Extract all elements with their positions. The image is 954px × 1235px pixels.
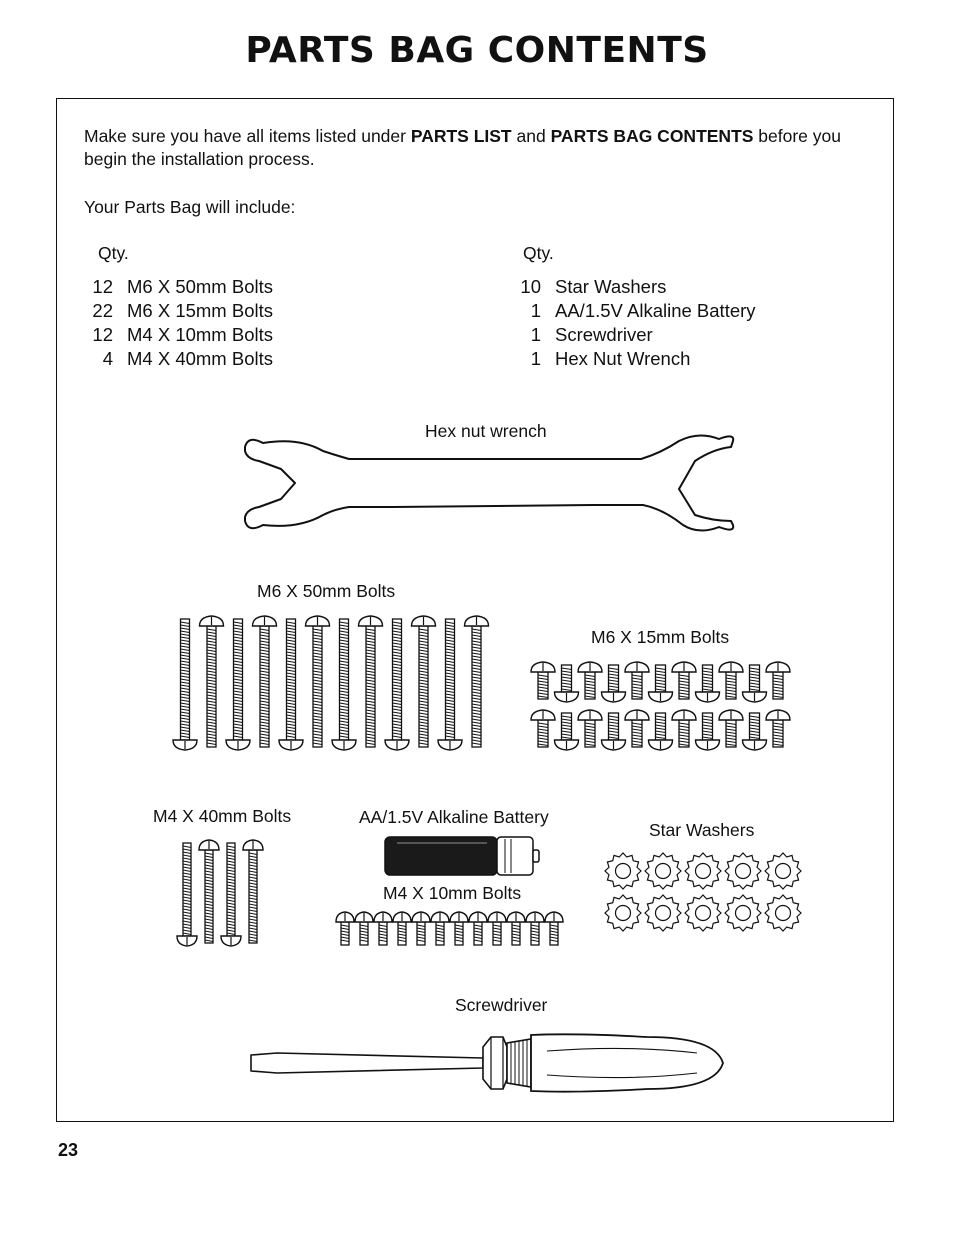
star-washers-illustration [603,851,807,935]
part-qty: 12 [92,324,113,345]
label-m4-40mm-bolts: M4 X 40mm Bolts [153,806,292,826]
part-qty: 12 [92,276,113,297]
label-m6-15mm-bolts: M6 X 15mm Bolts [591,627,730,647]
parts-list-left [77,275,273,371]
m4-40mm-bolts-illustration [175,839,275,949]
star-washer-icon [685,895,721,931]
bolt-icon [531,662,555,699]
part-qty: 10 [520,276,541,297]
part-name: M4 X 40mm Bolts [127,348,273,369]
star-washer-icon [765,895,801,931]
intro-post: before you begin the installation process. [84,126,841,169]
bolt-icon [253,616,277,747]
bolt-icon [526,912,544,945]
bolt-icon [696,713,720,750]
bolt-icon [412,912,430,945]
bolt-icon [355,912,373,945]
bolt-icon [226,619,250,750]
label-hex-nut-wrench: Hex nut wrench [425,421,547,441]
part-name: M4 X 10mm Bolts [127,324,273,345]
bolt-icon [531,710,555,747]
bolt-icon [507,912,525,945]
part-qty: 1 [530,324,541,345]
bolt-icon [672,710,696,747]
label-star-washers: Star Washers [649,820,755,840]
label-m4-10mm-bolts: M4 X 10mm Bolts [383,883,522,903]
star-washer-icon [605,853,641,889]
page-title: PARTS BAG CONTENTS [245,30,709,71]
intro-mid: and [511,126,551,146]
part-name: M6 X 50mm Bolts [127,276,273,297]
star-washer-icon [645,853,681,889]
bolt-icon [743,713,767,750]
star-washer-icon [605,895,641,931]
parts-list-item [505,323,756,347]
bolt-icon [578,662,602,699]
qty-header-left: Qty. [98,243,129,263]
bolt-icon [625,710,649,747]
qty-header-right: Qty. [523,243,554,263]
part-qty: 4 [102,348,113,369]
screwdriver-icon [247,1031,727,1095]
page-number: 23 [58,1140,79,1160]
bolt-icon [649,713,673,750]
bolt-icon [221,843,241,946]
parts-list-item [77,323,273,347]
bolt-icon [306,616,330,747]
parts-list-item [77,299,273,323]
bolt-icon [672,662,696,699]
bolt-icon [177,843,197,946]
bolt-icon [719,710,743,747]
bolt-icon [555,665,579,702]
part-qty: 22 [92,300,113,321]
part-qty: 1 [530,300,541,321]
bolt-icon [336,912,354,945]
bolt-icon [719,662,743,699]
bolt-icon [412,616,436,747]
bolt-icon [173,619,197,750]
m6-50mm-bolts-illustration [169,615,499,751]
bolt-icon [431,912,449,945]
bolt-icon [696,665,720,702]
bolt-icon [469,912,487,945]
part-name: AA/1.5V Alkaline Battery [555,300,756,321]
bolt-icon [385,619,409,750]
bolt-icon [555,713,579,750]
part-name: Star Washers [555,276,667,297]
intro-bold-parts-bag: PARTS BAG CONTENTS [550,126,754,146]
bolt-icon [450,912,468,945]
star-washer-icon [725,895,761,931]
star-washer-icon [645,895,681,931]
label-screwdriver: Screwdriver [455,995,548,1015]
part-name: Screwdriver [555,324,653,345]
parts-list-item [77,347,273,371]
part-name: Hex Nut Wrench [555,348,691,369]
part-name: M6 X 15mm Bolts [127,300,273,321]
include-text: Your Parts Bag will include: [84,197,296,217]
battery-icon [383,835,543,877]
parts-bag-panel [56,98,894,1122]
bolt-icon [545,912,563,945]
star-washer-icon [725,853,761,889]
bolt-icon [465,616,489,747]
intro-pre: Make sure you have all items listed under [84,126,411,146]
bolt-icon [393,912,411,945]
bolt-icon [602,665,626,702]
star-washer-icon [765,853,801,889]
intro-bold-parts-list: PARTS LIST [410,126,512,146]
bolt-icon [578,710,602,747]
bolt-icon [243,840,263,943]
parts-list-item [505,299,756,323]
bolt-icon [602,713,626,750]
bolt-icon [199,840,219,943]
bolt-icon [279,619,303,750]
wrench-icon [243,429,737,539]
parts-list-item [505,347,756,371]
bolt-icon [766,662,790,699]
bolt-icon [743,665,767,702]
bolt-icon [374,912,392,945]
bolt-icon [200,616,224,747]
star-washer-icon [685,853,721,889]
bolt-icon [488,912,506,945]
bolt-icon [359,616,383,747]
m4-10mm-bolts-illustration [335,911,571,951]
label-battery: AA/1.5V Alkaline Battery [359,807,549,827]
parts-list-right [505,275,756,371]
bolt-icon [438,619,462,750]
part-qty: 1 [530,348,541,369]
parts-list-item [505,275,756,299]
bolt-icon [766,710,790,747]
bolt-icon [625,662,649,699]
label-m6-50mm-bolts: M6 X 50mm Bolts [257,581,396,601]
m6-15mm-bolts-illustration [529,661,799,755]
intro-text [84,125,874,171]
bolt-icon [332,619,356,750]
bolt-icon [649,665,673,702]
parts-list-item [77,275,273,299]
